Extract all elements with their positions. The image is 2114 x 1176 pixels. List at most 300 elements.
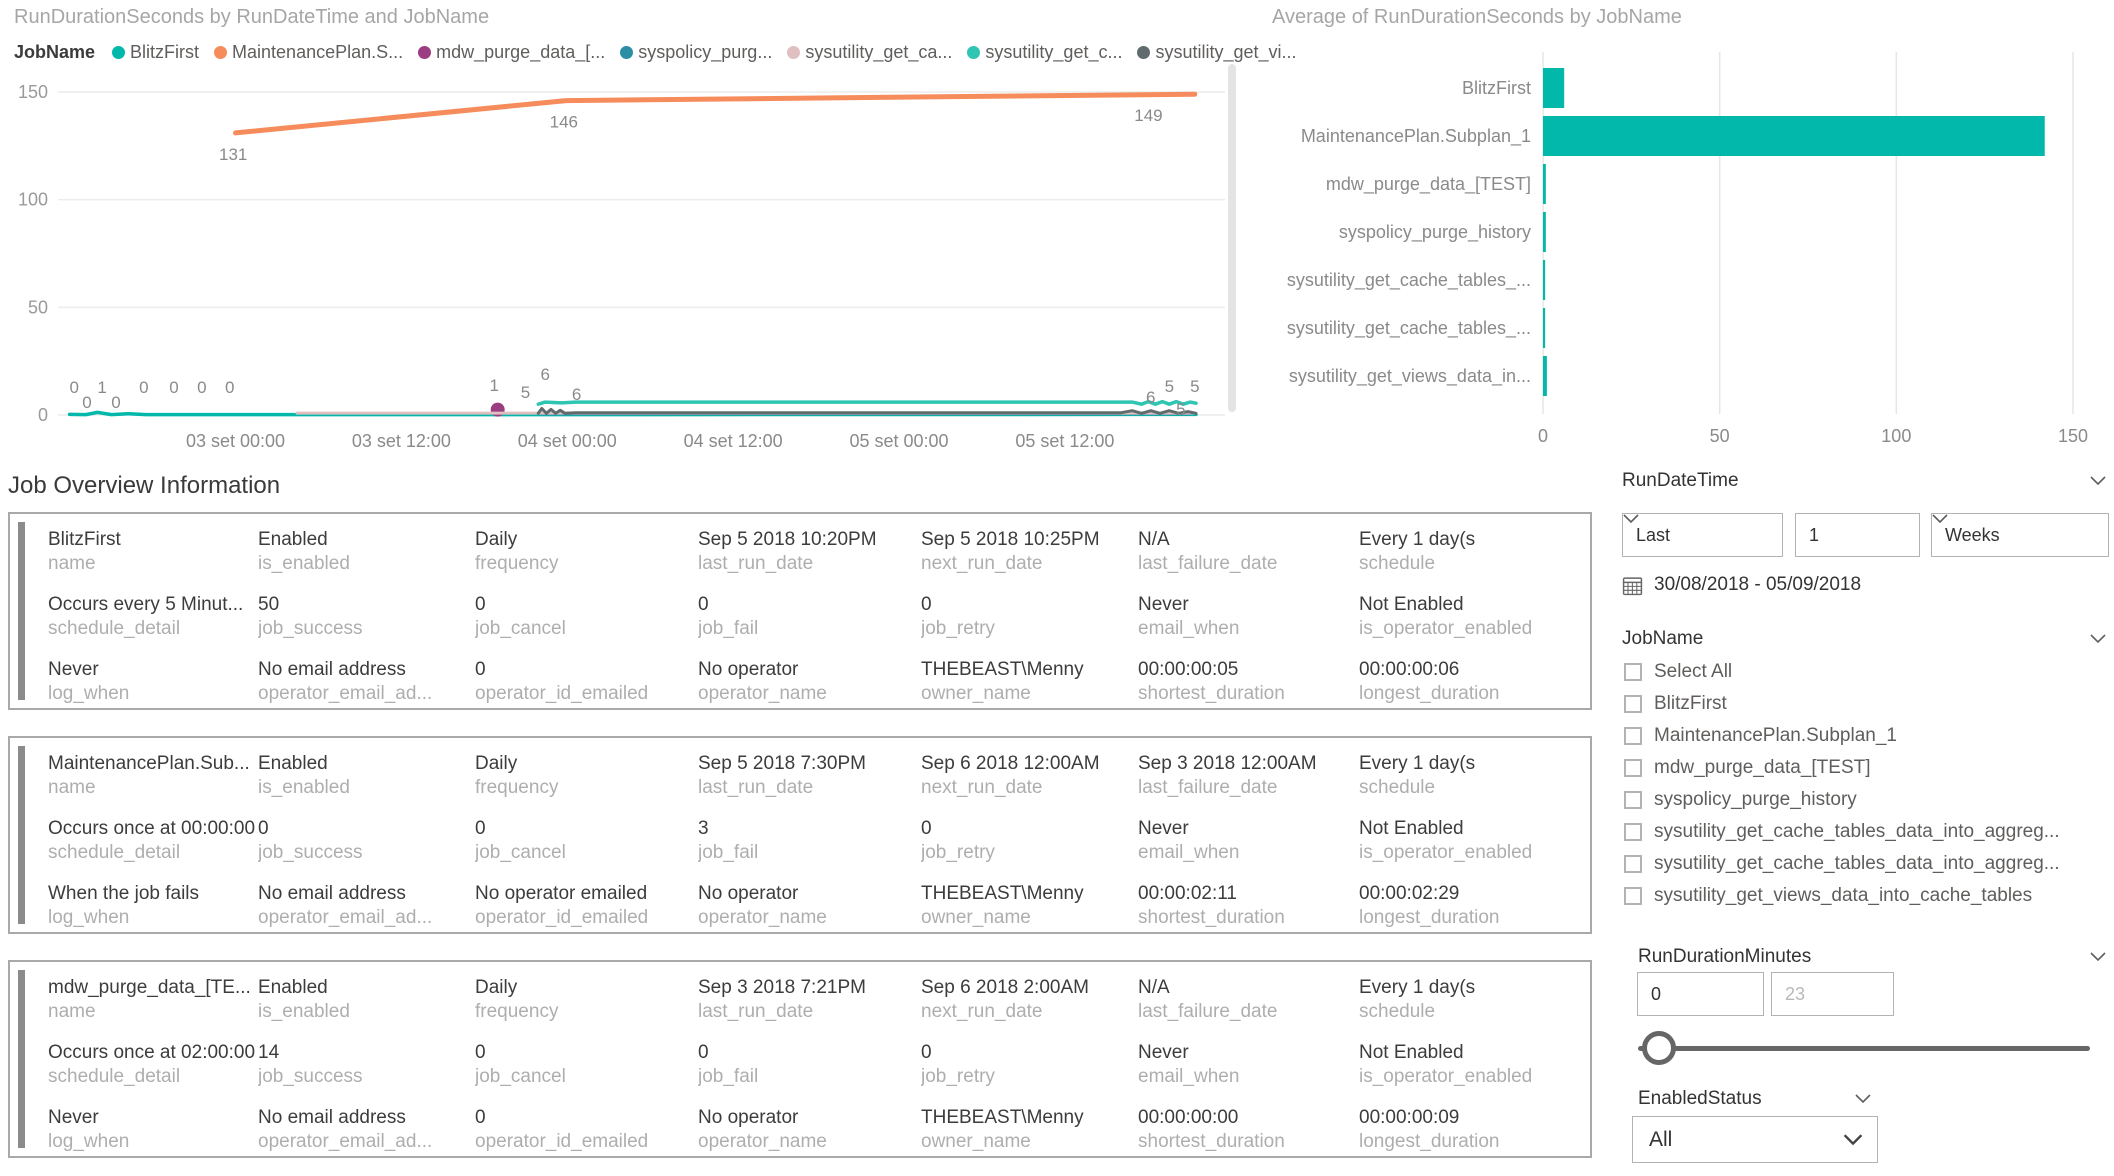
field-value: Occurs once at 00:00:00: [48, 818, 256, 839]
field-label: last_failure_date: [1138, 553, 1278, 574]
card-field: [698, 658, 921, 723]
field-label: frequency: [475, 1001, 559, 1022]
field-value: 0: [921, 1042, 932, 1063]
field-label: operator_name: [698, 1131, 827, 1152]
field-label: longest_duration: [1359, 683, 1500, 704]
legend-item-label: sysutility_get_ca...: [805, 42, 953, 62]
field-value: 0: [921, 594, 932, 615]
field-label: job_success: [258, 1066, 363, 1087]
card-accent-bar: [18, 522, 25, 700]
field-label: schedule: [1359, 553, 1436, 574]
card-field: [1138, 817, 1359, 882]
svg-text:100: 100: [17, 189, 48, 210]
legend-item[interactable]: [214, 42, 403, 63]
card-field: [698, 1106, 921, 1171]
svg-text:03 set 00:00: 03 set 00:00: [185, 431, 286, 451]
chevron-down-icon[interactable]: [2090, 634, 2106, 644]
jobname-option-label: syspolicy_purge_history: [1654, 789, 1857, 810]
card-field: [48, 976, 258, 1041]
field-value: 0: [698, 594, 709, 615]
filter-header-jobname[interactable]: JobName: [1622, 628, 1704, 649]
card-field: [475, 752, 698, 817]
field-label: log_when: [48, 683, 130, 704]
duration-min-input[interactable]: [1637, 972, 1764, 1016]
jobname-option-label: sysutility_get_views_data_into_cache_tables: [1654, 885, 2033, 906]
field-value: 0: [475, 1107, 486, 1128]
legend-dot-icon: [620, 46, 633, 59]
field-value: Not Enabled: [1359, 594, 1464, 615]
field-value: No operator: [698, 883, 799, 904]
field-label: next_run_date: [921, 553, 1043, 574]
svg-text:5: 5: [1176, 399, 1186, 419]
card-field: [698, 1041, 921, 1106]
field-label: is_operator_enabled: [1359, 842, 1533, 863]
legend-dot-icon: [418, 46, 431, 59]
field-label: owner_name: [921, 1131, 1031, 1152]
jobname-option-label: sysutility_get_cache_tables_data_into_aggreg...: [1654, 853, 2060, 874]
line-chart[interactable]: [0, 0, 1230, 460]
field-value: No operator: [698, 659, 799, 680]
field-value: Not Enabled: [1359, 818, 1464, 839]
card-field: [1359, 658, 1588, 723]
checkbox[interactable]: [1624, 727, 1642, 745]
field-value: Sep 5 2018 7:30PM: [698, 753, 866, 774]
field-label: shortest_duration: [1138, 907, 1285, 928]
card-field: [258, 1041, 475, 1106]
field-value: 00:00:00:06: [1359, 659, 1460, 680]
job-card[interactable]: [8, 512, 1592, 710]
checkbox[interactable]: [1624, 887, 1642, 905]
field-value: No operator emailed: [475, 883, 648, 904]
checkbox[interactable]: [1624, 663, 1642, 681]
card-field: [1138, 976, 1359, 1041]
filter-header-rundurationminutes[interactable]: RunDurationMinutes: [1638, 946, 1812, 967]
svg-text:0: 0: [82, 393, 92, 412]
legend-item-label: syspolicy_purg...: [638, 42, 773, 62]
card-field: [258, 593, 475, 658]
field-value: Occurs every 5 Minut...: [48, 594, 244, 615]
field-label: job_retry: [921, 618, 995, 639]
field-label: operator_name: [698, 907, 827, 928]
field-label: schedule: [1359, 777, 1436, 798]
field-value: When the job fails: [48, 883, 200, 904]
chevron-down-icon[interactable]: [1855, 1094, 1871, 1104]
field-value: BlitzFirst: [48, 529, 121, 550]
card-field: [258, 752, 475, 817]
field-value: Enabled: [258, 753, 328, 774]
jobname-option[interactable]: [1624, 688, 2112, 720]
chevron-down-icon: [1623, 514, 1639, 524]
duration-max-input[interactable]: [1771, 972, 1894, 1016]
card-field: [475, 593, 698, 658]
field-value: Every 1 day(s: [1359, 753, 1476, 774]
date-range-text: 30/08/2018 - 05/09/2018: [1654, 574, 1862, 595]
field-value: No operator: [698, 1107, 799, 1128]
field-value: 14: [258, 1042, 280, 1063]
field-label: email_when: [1138, 618, 1240, 639]
field-label: job_retry: [921, 1066, 995, 1087]
field-label: longest_duration: [1359, 907, 1500, 928]
relative-mode-select[interactable]: [1622, 513, 1783, 557]
legend-item-label: MaintenancePlan.S...: [232, 42, 404, 62]
card-field: [475, 528, 698, 593]
line-series: [538, 409, 1196, 414]
filter-header-enabledstatus[interactable]: EnabledStatus: [1638, 1088, 1762, 1109]
field-value: mdw_purge_data_[TE...: [48, 977, 251, 998]
svg-text:150: 150: [17, 82, 48, 102]
legend-item-label: mdw_purge_data_[...: [436, 42, 606, 62]
card-field: [475, 658, 698, 723]
checkbox[interactable]: [1624, 823, 1642, 841]
field-label: email_when: [1138, 1066, 1240, 1087]
legend-title: JobName: [14, 42, 96, 62]
svg-text:1: 1: [489, 375, 499, 395]
field-value: 0: [921, 818, 932, 839]
svg-text:0: 0: [111, 393, 121, 412]
field-value: 00:00:02:11: [1138, 883, 1237, 904]
card-field: [1359, 528, 1588, 593]
field-value: 00:00:00:00: [1138, 1107, 1239, 1128]
field-value: Never: [48, 659, 99, 680]
field-value: Never: [1138, 1042, 1189, 1063]
line-chart-panel: [0, 0, 1297, 460]
svg-text:50: 50: [1709, 426, 1730, 446]
field-label: is_operator_enabled: [1359, 618, 1533, 639]
field-label: operator_id_emailed: [475, 683, 649, 704]
jobname-option[interactable]: [1624, 656, 2112, 688]
svg-text:04 set 00:00: 04 set 00:00: [517, 431, 617, 451]
card-field: [698, 752, 921, 817]
card-field: [258, 976, 475, 1041]
card-grid: [48, 528, 1588, 723]
card-field: [921, 817, 1138, 882]
card-field: [258, 817, 475, 882]
checkbox[interactable]: [1624, 695, 1642, 713]
card-field: [1138, 1041, 1359, 1106]
field-value: Every 1 day(s: [1359, 529, 1476, 550]
field-value: Never: [1138, 594, 1189, 615]
field-value: 50: [258, 594, 280, 615]
field-label: job_success: [258, 618, 363, 639]
chevron-down-icon[interactable]: [2090, 952, 2106, 962]
calendar-icon: [1622, 575, 1643, 596]
card-field: [475, 1106, 698, 1171]
field-label: job_fail: [698, 842, 759, 863]
field-value: Occurs once at 02:00:00: [48, 1042, 256, 1063]
card-field: [48, 882, 258, 947]
svg-text:6: 6: [571, 385, 582, 405]
field-value: Enabled: [258, 977, 328, 998]
field-label: job_fail: [698, 1066, 759, 1087]
field-value: Sep 6 2018 12:00AM: [921, 753, 1100, 774]
svg-text:100: 100: [1881, 426, 1912, 446]
card-field: [475, 817, 698, 882]
field-value: Enabled: [258, 529, 328, 550]
card-field: [698, 528, 921, 593]
svg-text:syspolicy_purge_history: syspolicy_purge_history: [1338, 222, 1531, 242]
job-card[interactable]: [8, 736, 1592, 934]
field-label: next_run_date: [921, 777, 1043, 798]
card-field: [1359, 1106, 1588, 1171]
card-field: [698, 976, 921, 1041]
card-field: [475, 1041, 698, 1106]
field-label: name: [48, 1001, 96, 1022]
field-label: last_run_date: [698, 553, 814, 574]
bar[interactable]: [1543, 260, 1545, 300]
legend-item[interactable]: [418, 42, 605, 63]
svg-text:05 set 00:00: 05 set 00:00: [849, 431, 949, 451]
card-field: [48, 528, 258, 593]
jobname-option-label: mdw_purge_data_[TEST]: [1654, 757, 1871, 778]
field-value: Never: [48, 1107, 99, 1128]
legend-dot-icon: [967, 46, 980, 59]
field-label: operator_email_ad...: [258, 1131, 433, 1152]
legend-item[interactable]: [112, 42, 199, 63]
field-label: owner_name: [921, 907, 1031, 928]
legend-dot-icon: [112, 46, 125, 59]
card-field: [921, 1041, 1138, 1106]
card-field: [48, 593, 258, 658]
jobname-option-label: MaintenancePlan.Subplan_1: [1654, 725, 1897, 746]
svg-text:150: 150: [2057, 426, 2089, 446]
jobname-option[interactable]: [1624, 720, 2112, 752]
card-field: [698, 593, 921, 658]
filter-header-rundatetime[interactable]: RunDateTime: [1622, 470, 1739, 491]
field-value: No email address: [258, 883, 406, 904]
card-grid: [48, 752, 1588, 947]
field-label: last_run_date: [698, 1001, 814, 1022]
bar[interactable]: [1543, 68, 1564, 108]
bar[interactable]: [1543, 164, 1546, 204]
field-label: schedule: [1359, 1001, 1436, 1022]
line-chart-legend: [14, 42, 1297, 63]
card-field: [1138, 1106, 1359, 1171]
field-value: MaintenancePlan.Sub...: [48, 753, 250, 774]
enabledstatus-select[interactable]: [1632, 1116, 1878, 1163]
jobname-option[interactable]: [1624, 880, 2112, 912]
chart-scrollbar[interactable]: [1228, 64, 1236, 412]
chevron-down-icon: [1932, 514, 1948, 524]
field-value: Daily: [475, 529, 518, 550]
field-value: 0: [258, 818, 269, 839]
field-value: THEBEAST\Menny: [921, 883, 1084, 904]
field-label: job_cancel: [475, 842, 566, 863]
jobname-option[interactable]: [1624, 816, 2112, 848]
jobname-option[interactable]: [1624, 752, 2112, 784]
relative-unit-value: Weeks: [1945, 524, 2000, 545]
jobname-option-label: BlitzFirst: [1654, 693, 1727, 714]
svg-text:5: 5: [520, 383, 531, 403]
field-label: operator_id_emailed: [475, 907, 649, 928]
checkbox[interactable]: [1624, 759, 1642, 777]
card-grid: [48, 976, 1588, 1171]
field-label: job_cancel: [475, 618, 566, 639]
field-value: Not Enabled: [1359, 1042, 1464, 1063]
jobname-options: [1624, 656, 2112, 912]
field-label: is_operator_enabled: [1359, 1066, 1533, 1087]
field-value: 00:00:00:05: [1138, 659, 1239, 680]
field-value: Sep 5 2018 10:25PM: [921, 529, 1100, 550]
card-field: [1138, 658, 1359, 723]
duration-slider-track[interactable]: [1638, 1046, 2090, 1051]
card-field: [1138, 752, 1359, 817]
field-value: No email address: [258, 1107, 406, 1128]
svg-text:0: 0: [1537, 426, 1549, 446]
field-label: frequency: [475, 777, 559, 798]
field-value: Daily: [475, 977, 518, 998]
svg-text:05 set 12:00: 05 set 12:00: [1015, 431, 1115, 451]
card-accent-bar: [18, 746, 25, 924]
field-label: schedule_detail: [48, 1066, 181, 1087]
card-field: [475, 976, 698, 1041]
field-value: 0: [475, 1042, 486, 1063]
bar-chart[interactable]: [1270, 0, 2114, 460]
field-label: shortest_duration: [1138, 1131, 1285, 1152]
svg-text:0: 0: [37, 405, 48, 425]
card-field: [258, 658, 475, 723]
legend-dot-icon: [787, 46, 800, 59]
section-title: Job Overview Information: [8, 472, 281, 499]
field-label: owner_name: [921, 683, 1031, 704]
legend-item[interactable]: [620, 42, 772, 63]
field-value: 0: [475, 818, 486, 839]
legend-dot-icon: [1137, 46, 1150, 59]
field-value: 00:00:02:29: [1359, 883, 1460, 904]
card-field: [48, 752, 258, 817]
card-field: [921, 658, 1138, 723]
filter-pane: [1622, 466, 2114, 1176]
card-field: [258, 1106, 475, 1171]
field-label: email_when: [1138, 842, 1240, 863]
legend-item-label: sysutility_get_vi...: [1155, 42, 1297, 62]
bar[interactable]: [1543, 116, 2045, 156]
field-value: 0: [698, 1042, 709, 1063]
chevron-down-icon: [1843, 1134, 1863, 1146]
jobname-option[interactable]: [1624, 784, 2112, 816]
field-value: THEBEAST\Menny: [921, 659, 1084, 680]
field-label: frequency: [475, 553, 559, 574]
card-accent-bar: [18, 970, 25, 1148]
svg-text:0: 0: [139, 378, 149, 397]
bar[interactable]: [1543, 212, 1546, 252]
checkbox[interactable]: [1624, 791, 1642, 809]
bar[interactable]: [1543, 308, 1545, 348]
svg-text:1: 1: [97, 377, 107, 397]
field-label: operator_email_ad...: [258, 907, 433, 928]
field-value: N/A: [1138, 529, 1170, 550]
legend-item-label: sysutility_get_c...: [985, 42, 1123, 62]
job-card[interactable]: [8, 960, 1592, 1158]
field-label: name: [48, 553, 96, 574]
checkbox[interactable]: [1624, 855, 1642, 873]
field-label: is_enabled: [258, 1001, 350, 1022]
svg-text:0: 0: [69, 378, 80, 397]
svg-text:146: 146: [549, 112, 578, 132]
card-field: [921, 976, 1138, 1041]
legend-item[interactable]: [967, 42, 1122, 63]
field-value: Sep 5 2018 10:20PM: [698, 529, 877, 550]
legend-dot-icon: [214, 46, 227, 59]
field-label: operator_name: [698, 683, 827, 704]
field-label: last_failure_date: [1138, 1001, 1278, 1022]
svg-text:6: 6: [540, 365, 550, 385]
field-label: longest_duration: [1359, 1131, 1500, 1152]
svg-text:5: 5: [1164, 377, 1175, 397]
card-field: [258, 882, 475, 947]
line-series: [538, 402, 1196, 405]
field-label: job_fail: [698, 618, 759, 639]
jobname-option[interactable]: [1624, 848, 2112, 880]
field-label: operator_id_emailed: [475, 1131, 649, 1152]
date-range-row: [1622, 574, 1861, 596]
field-label: schedule_detail: [48, 842, 181, 863]
svg-text:50: 50: [27, 297, 48, 318]
legend-item-label: BlitzFirst: [130, 42, 200, 62]
svg-text:sysutility_get_cache_tables_..: sysutility_get_cache_tables_...: [1286, 318, 1531, 338]
card-field: [1138, 882, 1359, 947]
field-value: Sep 3 2018 12:00AM: [1138, 753, 1317, 774]
card-field: [1359, 976, 1588, 1041]
field-label: is_enabled: [258, 777, 350, 798]
field-value: Sep 3 2018 7:21PM: [698, 977, 866, 998]
svg-text:03 set 12:00: 03 set 12:00: [351, 431, 451, 451]
card-field: [48, 1106, 258, 1171]
field-label: last_failure_date: [1138, 777, 1278, 798]
legend-item[interactable]: [787, 42, 952, 63]
card-field: [1138, 528, 1359, 593]
chevron-down-icon[interactable]: [2090, 476, 2106, 486]
svg-text:04 set 12:00: 04 set 12:00: [683, 431, 783, 451]
relative-number-input[interactable]: [1795, 513, 1920, 557]
card-field: [48, 817, 258, 882]
svg-text:0: 0: [224, 378, 235, 397]
svg-text:5: 5: [1190, 377, 1200, 397]
bar-chart-panel: [1270, 0, 2114, 460]
field-label: schedule_detail: [48, 618, 181, 639]
field-label: is_enabled: [258, 553, 350, 574]
jobname-option-label: sysutility_get_cache_tables_data_into_aggreg...: [1654, 821, 2060, 842]
field-value: N/A: [1138, 977, 1170, 998]
field-label: job_retry: [921, 842, 995, 863]
line-chart-title: RunDurationSeconds by RunDateTime and JobName: [14, 6, 490, 28]
svg-text:MaintenancePlan.Subplan_1: MaintenancePlan.Subplan_1: [1300, 126, 1531, 146]
field-label: job_success: [258, 842, 363, 863]
svg-text:131: 131: [219, 144, 248, 164]
field-label: log_when: [48, 907, 130, 928]
card-field: [48, 658, 258, 723]
duration-slider-handle[interactable]: [1642, 1031, 1676, 1065]
svg-text:BlitzFirst: BlitzFirst: [1462, 78, 1531, 98]
relative-unit-select[interactable]: [1931, 513, 2109, 557]
enabledstatus-value: All: [1649, 1127, 1673, 1151]
field-value: Daily: [475, 753, 518, 774]
relative-mode-value: Last: [1636, 524, 1671, 545]
card-field: [1138, 593, 1359, 658]
svg-text:0: 0: [197, 378, 207, 397]
card-field: [1359, 817, 1588, 882]
field-value: Never: [1138, 818, 1189, 839]
jobname-option-label: Select All: [1654, 661, 1733, 682]
card-field: [1359, 752, 1588, 817]
card-field: [698, 817, 921, 882]
field-value: THEBEAST\Menny: [921, 1107, 1084, 1128]
field-label: name: [48, 777, 96, 798]
svg-text:149: 149: [1134, 106, 1163, 126]
card-field: [921, 593, 1138, 658]
bar[interactable]: [1543, 356, 1547, 396]
field-label: job_cancel: [475, 1066, 566, 1087]
field-value: 0: [475, 594, 486, 615]
